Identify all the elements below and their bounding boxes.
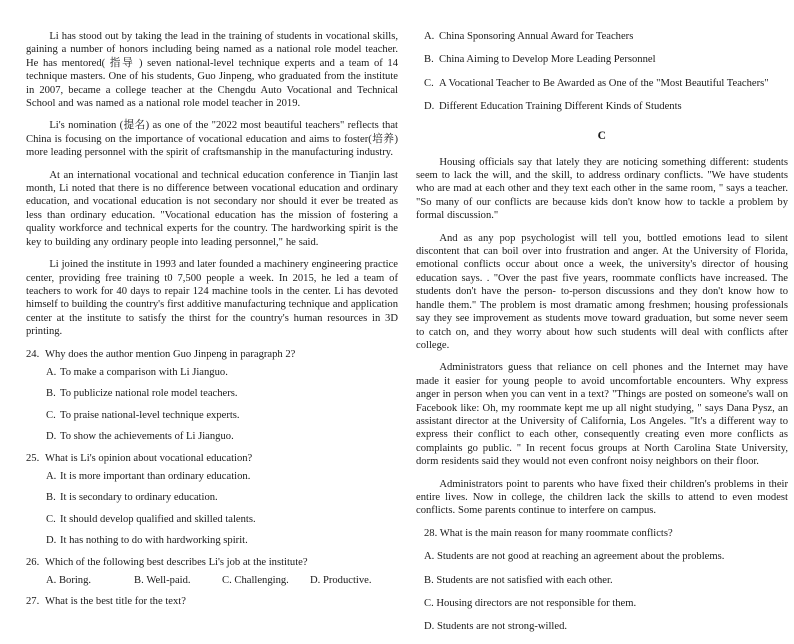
option-text: It is more important than ordinary education. [60,470,251,482]
question-28 [416,527,788,540]
option-text: It has nothing to do with hardworking spirit. [60,535,248,547]
question-25-option-b[interactable] [26,491,398,504]
option-text: Housing directors are not responsible for them. [436,598,637,609]
option-letter: C. [46,513,56,525]
question-25 [26,452,398,465]
question-number: 27. [26,596,40,608]
option-text: To make a comparison with Li Jianguo. [60,366,228,378]
option-letter: C. [222,575,232,586]
option-letter: B. [134,575,144,586]
question-27 [26,595,398,608]
passage-paragraph: At an international vocational and technical education conference in Tianjin last month, Li noted that there is no difference between vocational education and ordinary education, and vocational education is not secondary nor should it ever be treated as less than ordinary education. "Vocational education has the mission of fostering a quality workforce and technical experts for the country. The hardworking spirit is the key to building any ordinary people into leading personnel," he said. [26,169,398,248]
option-text: Different Education Training Different Kinds of Students [439,101,682,113]
section-heading-c: C [597,129,607,142]
option-text: Productive. [322,575,372,586]
option-letter: C. [46,409,56,421]
option-letter: B. [46,492,56,504]
question-24-option-c[interactable] [26,409,398,422]
option-text: It is secondary to ordinary education. [60,492,218,504]
passage-paragraph: Li joined the institute in 1993 and later founded a machinery engineering practice center, providing free training t0 7,500 people a week. In 2015, he led a team of teachers to work for 40 days to repair 124 machine tools in the center. Li has devoted himself to building the country's first additive manufacturing technique and application center at the institute to satisfy the thirst for the country's human resources in 3D printing. [26,259,398,338]
question-text: Which of the following best describes Li's job at the institute? [45,556,308,568]
option-letter: D. [424,621,435,633]
option-text: A Vocational Teacher to Be Awarded as One of the "Most Beautiful Teachers" [439,77,769,89]
option-text: Students are not satisfied with each other. [436,574,613,586]
option-letter: A. [46,366,57,378]
passage-paragraph: Li has stood out by taking the lead in the training of students in vocational skills, gaining a number of honors including being named as a national role model teacher. He has mentored( 指导 ) seven national-level technique experts and a team of 14 technique masters. One of his students, Guo Jinpeng, who graduated from the institute in 2007, became a college teacher at the Chengdu Auto Vocational and Technical School and was named as a national role model teacher in 2019. [26,31,398,110]
question-25-option-c[interactable] [26,513,398,526]
question-27-option-b[interactable] [416,53,788,66]
option-letter: C. [424,598,434,609]
question-26 [26,556,398,569]
question-24 [26,348,398,361]
question-27-option-c[interactable] [416,77,788,90]
option-text: To publicize national role model teachers. [60,388,238,400]
left-column [26,30,398,614]
option-text: Students are not strong-willed. [436,621,568,633]
question-28-option-b[interactable] [416,574,788,587]
question-26-option-d[interactable] [310,574,372,587]
question-number: 26. [26,556,40,568]
option-letter: A. [46,575,57,586]
option-text: Students are not good at reaching an agreement about the problems. [436,551,725,563]
question-number: 28. [424,527,438,539]
question-26-options-row [26,574,398,587]
question-24-option-d[interactable] [26,430,398,443]
question-26-option-a[interactable] [46,574,134,587]
option-letter: C. [424,77,434,89]
passage-paragraph: Administrators point to parents who have fixed their children's problems in their entire lives. Now in college, the children lack the skills to attend to even modest conflicts. Some parents continue to interfere on campus. [416,478,788,517]
question-text: What is the best title for the text? [45,596,186,608]
option-text: Boring. [58,575,92,586]
question-25-option-d[interactable] [26,534,398,547]
right-column [412,30,788,644]
question-26-option-b[interactable] [134,574,222,587]
option-letter: D. [310,575,321,586]
option-text: Well-paid. [146,575,191,586]
option-text: Challenging. [234,575,289,586]
two-column-layout [26,30,788,633]
question-26-option-c[interactable] [222,574,310,587]
option-letter: D. [46,431,57,443]
question-25-option-a[interactable] [26,470,398,483]
option-letter: A. [46,470,57,482]
question-text: What is Li's opinion about vocational education? [45,452,253,464]
question-number: 25. [26,452,40,464]
option-letter: B. [424,54,434,66]
option-letter: A. [424,31,435,42]
option-text: To praise national-level technique experts. [60,409,240,421]
passage-paragraph: Housing officials say that lately they are noticing something different: students seem to lack the will, and the skill, to address ordinary conflicts. "We have students who are mad at each other and they text each other in the same room, " says a teacher. "So many of our conflicts are because kids don't know how to tackle a problem by formal discussion." [416,156,788,222]
question-27-option-a[interactable] [416,30,788,43]
option-letter: B. [424,574,434,586]
option-letter: A. [424,551,435,563]
option-text: To show the achievements of Li Jianguo. [60,431,234,443]
option-text: China Aiming to Develop More Leading Personnel [439,54,656,66]
question-24-option-a[interactable] [26,366,398,379]
passage-paragraph: Li's nomination (提名) as one of the "2022 most beautiful teachers" reflects that China is focusing on the importance of vocational education and aims to foster(培养) more leading personnel with the spirit of craftsmanship in the manufacturing industry. [26,120,398,159]
question-24-option-b[interactable] [26,387,398,400]
question-number: 24. [26,348,40,360]
passage-paragraph: Administrators guess that reliance on cell phones and the Internet may have made it easier for young people to avoid uncomfortable encounters. Why express anger in person when you can vent in a text? "Things are posted on someone's wall on Facebook like: Oh, my roommate kept me up all night studying, " says Dana Pysz, an assistant director at the University of California, Los Angeles. "It's a different way to express their conflict to each other, consequently creating even more conflicts as complaints go public. " In recent focus groups at North Carolina State University, dorm residents said they would not even confront noisy neighbors on their floor. [416,362,788,468]
question-28-option-c[interactable] [416,597,788,610]
option-letter: D. [46,535,57,547]
question-28-option-d[interactable] [416,620,788,633]
option-letter: B. [46,388,56,400]
option-letter: D. [424,101,435,113]
option-text: It should develop qualified and skilled talents. [60,513,256,525]
question-text: What is the main reason for many roommate conflicts? [439,527,673,539]
question-text: Why does the author mention Guo Jinpeng in paragraph 2? [45,348,296,360]
option-text: China Sponsoring Annual Award for Teachers [439,31,634,42]
passage-paragraph: And as any pop psychologist will tell you, bottled emotions lead to silent discontent that can boil over into frustration and anger. At the University of Florida, emotional conflicts occur about once a week, the university's director of housing education says. . "Over the past five years, roommate conflicts have increased. The students don't have the person- to-person discussions and they don't know how to handle them." The problem is most dramatic among freshmen; housing professionals say they see improvement as students move toward graduation, but some never seem to catch on, and they worry about how such students will deal with conflicts after college. [416,232,788,351]
question-27-option-d[interactable] [416,100,788,113]
